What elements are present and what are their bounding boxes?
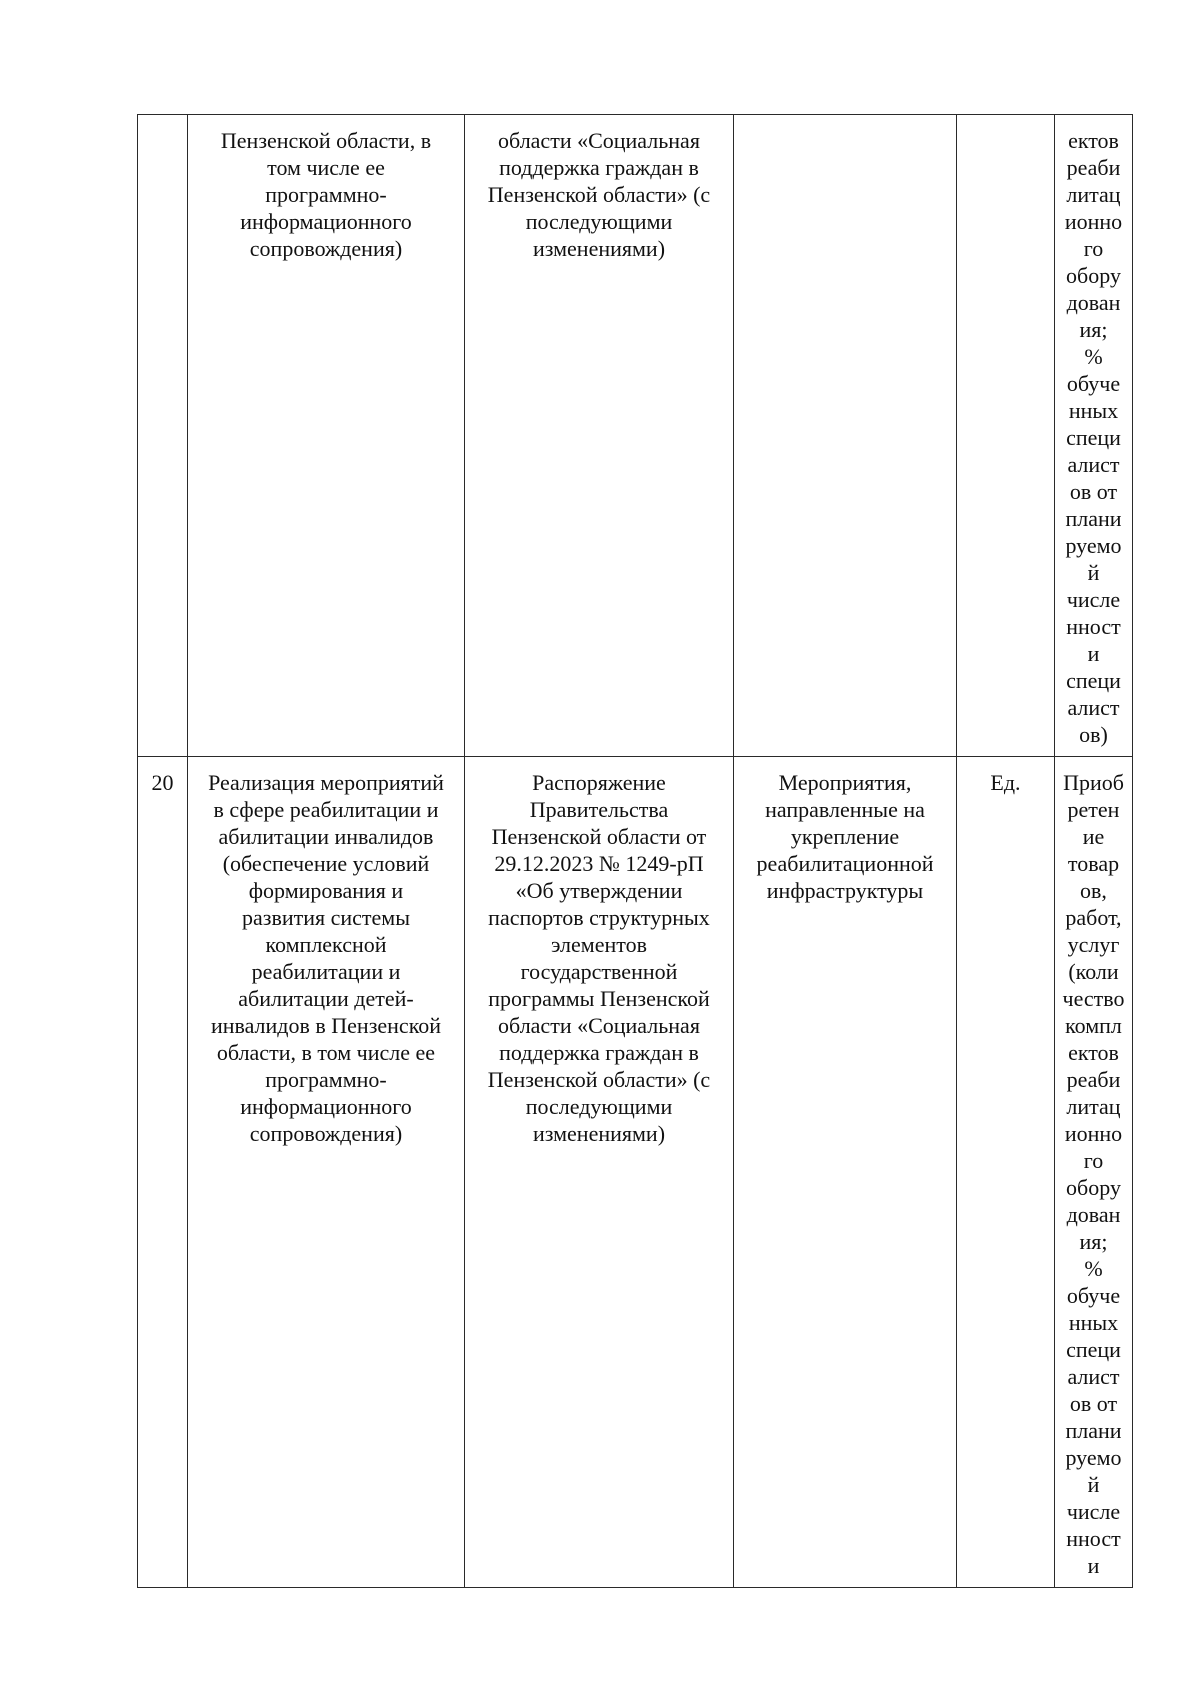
- text-line: сопровождения): [249, 1121, 403, 1146]
- text-line: паспортов структурных: [488, 905, 710, 930]
- row-number-cell: 20: [138, 757, 188, 1588]
- text-line: области «Социальная: [498, 128, 700, 153]
- text-line: ектов: [1068, 128, 1119, 153]
- text-line: ия;: [1079, 1229, 1108, 1254]
- text-line: й: [1087, 1472, 1100, 1497]
- text-line: программы Пензенской: [488, 986, 710, 1011]
- text-line: и: [1087, 1553, 1100, 1578]
- text-line: Пензенской области от: [491, 824, 707, 849]
- text-line: алист: [1067, 452, 1120, 477]
- text-line: изменениями): [532, 236, 666, 261]
- table-row: [138, 757, 1133, 1588]
- text-line: руемо: [1065, 533, 1122, 558]
- text-line: 29.12.2023 № 1249-рП: [494, 851, 704, 876]
- text-line: поддержка граждан в: [499, 155, 699, 180]
- text-line: изменениями): [532, 1121, 666, 1146]
- text-line: плани: [1065, 1418, 1122, 1443]
- text-line: элементов: [551, 932, 647, 957]
- text-line: нност: [1066, 1526, 1121, 1551]
- direction-cell: [734, 757, 957, 1588]
- text-line: ов от: [1069, 479, 1118, 504]
- row-number-cell: [138, 115, 188, 757]
- direction-cell: [734, 115, 957, 757]
- text-line: укрепление: [790, 824, 900, 849]
- text-line: литац: [1066, 182, 1121, 207]
- text-line: обору: [1066, 263, 1121, 288]
- text-line: нност: [1066, 614, 1121, 639]
- text-line: алист: [1067, 695, 1120, 720]
- text-line: Пензенской области» (с: [487, 182, 711, 207]
- text-line: услуг: [1067, 932, 1120, 957]
- text-line: Правительства: [529, 797, 669, 822]
- text-line: области, в том числе ее: [216, 1040, 436, 1065]
- text-line: инфраструктуры: [766, 878, 924, 903]
- text-line: Пензенской области» (с: [487, 1067, 711, 1092]
- text-line: нных: [1068, 1310, 1119, 1335]
- indicator-cell: [1055, 757, 1133, 1588]
- text-line: том числе ее: [267, 155, 385, 180]
- table-row: [138, 115, 1133, 757]
- text-line: Приоб: [1063, 770, 1124, 795]
- unit-cell: [957, 115, 1055, 757]
- text-line: работ,: [1065, 905, 1122, 930]
- text-line: го: [1083, 1148, 1104, 1173]
- text-line: обору: [1066, 1175, 1121, 1200]
- text-line: Пензенской области, в: [220, 128, 432, 153]
- text-line: Распоряжение: [532, 770, 666, 795]
- text-line: программно-: [265, 1067, 387, 1092]
- text-line: (обеспечение условий: [222, 851, 430, 876]
- text-line: %: [1084, 1256, 1103, 1281]
- text-line: комплексной: [265, 932, 387, 957]
- unit-cell: Ед.: [957, 757, 1055, 1588]
- text-line: последующими: [525, 209, 673, 234]
- text-line: ов от: [1069, 1391, 1118, 1416]
- text-line: Реализация мероприятий: [208, 770, 444, 795]
- text-line: «Об утверждении: [515, 878, 683, 903]
- text-line: специ: [1066, 425, 1121, 450]
- text-line: сопровождения): [249, 236, 403, 261]
- text-line: й: [1087, 560, 1100, 585]
- text-line: плани: [1065, 506, 1122, 531]
- event-cell: [188, 757, 465, 1588]
- text-line: реаби: [1066, 155, 1121, 180]
- text-line: реабилитационной: [756, 851, 934, 876]
- text-line: абилитации инвалидов: [218, 824, 434, 849]
- text-line: числе: [1066, 1499, 1121, 1524]
- text-line: направленные на: [765, 797, 925, 822]
- text-line: нных: [1068, 398, 1119, 423]
- text-line: поддержка граждан в: [499, 1040, 699, 1065]
- text-line: %: [1084, 344, 1103, 369]
- text-line: специ: [1066, 668, 1121, 693]
- text-line: ия;: [1079, 317, 1108, 342]
- text-line: ионно: [1064, 209, 1123, 234]
- measures-table: [137, 114, 1133, 1588]
- text-line: специ: [1066, 1337, 1121, 1362]
- indicator-cell: [1055, 115, 1133, 757]
- text-line: дован: [1066, 1202, 1121, 1227]
- event-cell: [188, 115, 465, 757]
- text-line: ектов: [1068, 1040, 1119, 1065]
- text-line: ие: [1082, 824, 1105, 849]
- text-line: чество: [1062, 986, 1125, 1011]
- text-line: информационного: [240, 209, 412, 234]
- text-line: информационного: [240, 1094, 412, 1119]
- text-line: ионно: [1064, 1121, 1123, 1146]
- text-line: ов): [1079, 722, 1108, 747]
- text-line: литац: [1066, 1094, 1121, 1119]
- text-line: ов,: [1080, 878, 1107, 903]
- text-line: Мероприятия,: [778, 770, 912, 795]
- text-line: реаби: [1066, 1067, 1121, 1092]
- text-line: ретен: [1067, 797, 1120, 822]
- text-line: обуче: [1066, 371, 1121, 396]
- text-line: числе: [1066, 587, 1121, 612]
- text-line: программно-: [265, 182, 387, 207]
- text-line: инвалидов в Пензенской: [210, 1013, 442, 1038]
- text-line: (коли: [1068, 959, 1119, 984]
- text-line: последующими: [525, 1094, 673, 1119]
- text-line: развития системы: [241, 905, 410, 930]
- text-line: абилитации детей-: [238, 986, 414, 1011]
- text-line: в сфере реабилитации и: [213, 797, 439, 822]
- text-line: дован: [1066, 290, 1121, 315]
- text-line: товар: [1067, 851, 1120, 876]
- text-line: реабилитации и: [251, 959, 401, 984]
- text-line: компл: [1065, 1013, 1122, 1038]
- text-line: го: [1083, 236, 1104, 261]
- document-cell: [465, 115, 734, 757]
- text-line: обуче: [1066, 1283, 1121, 1308]
- document-cell: [465, 757, 734, 1588]
- text-line: государственной: [520, 959, 678, 984]
- text-line: области «Социальная: [498, 1013, 700, 1038]
- text-line: формирования и: [248, 878, 404, 903]
- text-line: руемо: [1065, 1445, 1122, 1470]
- text-line: алист: [1067, 1364, 1120, 1389]
- text-line: и: [1087, 641, 1100, 666]
